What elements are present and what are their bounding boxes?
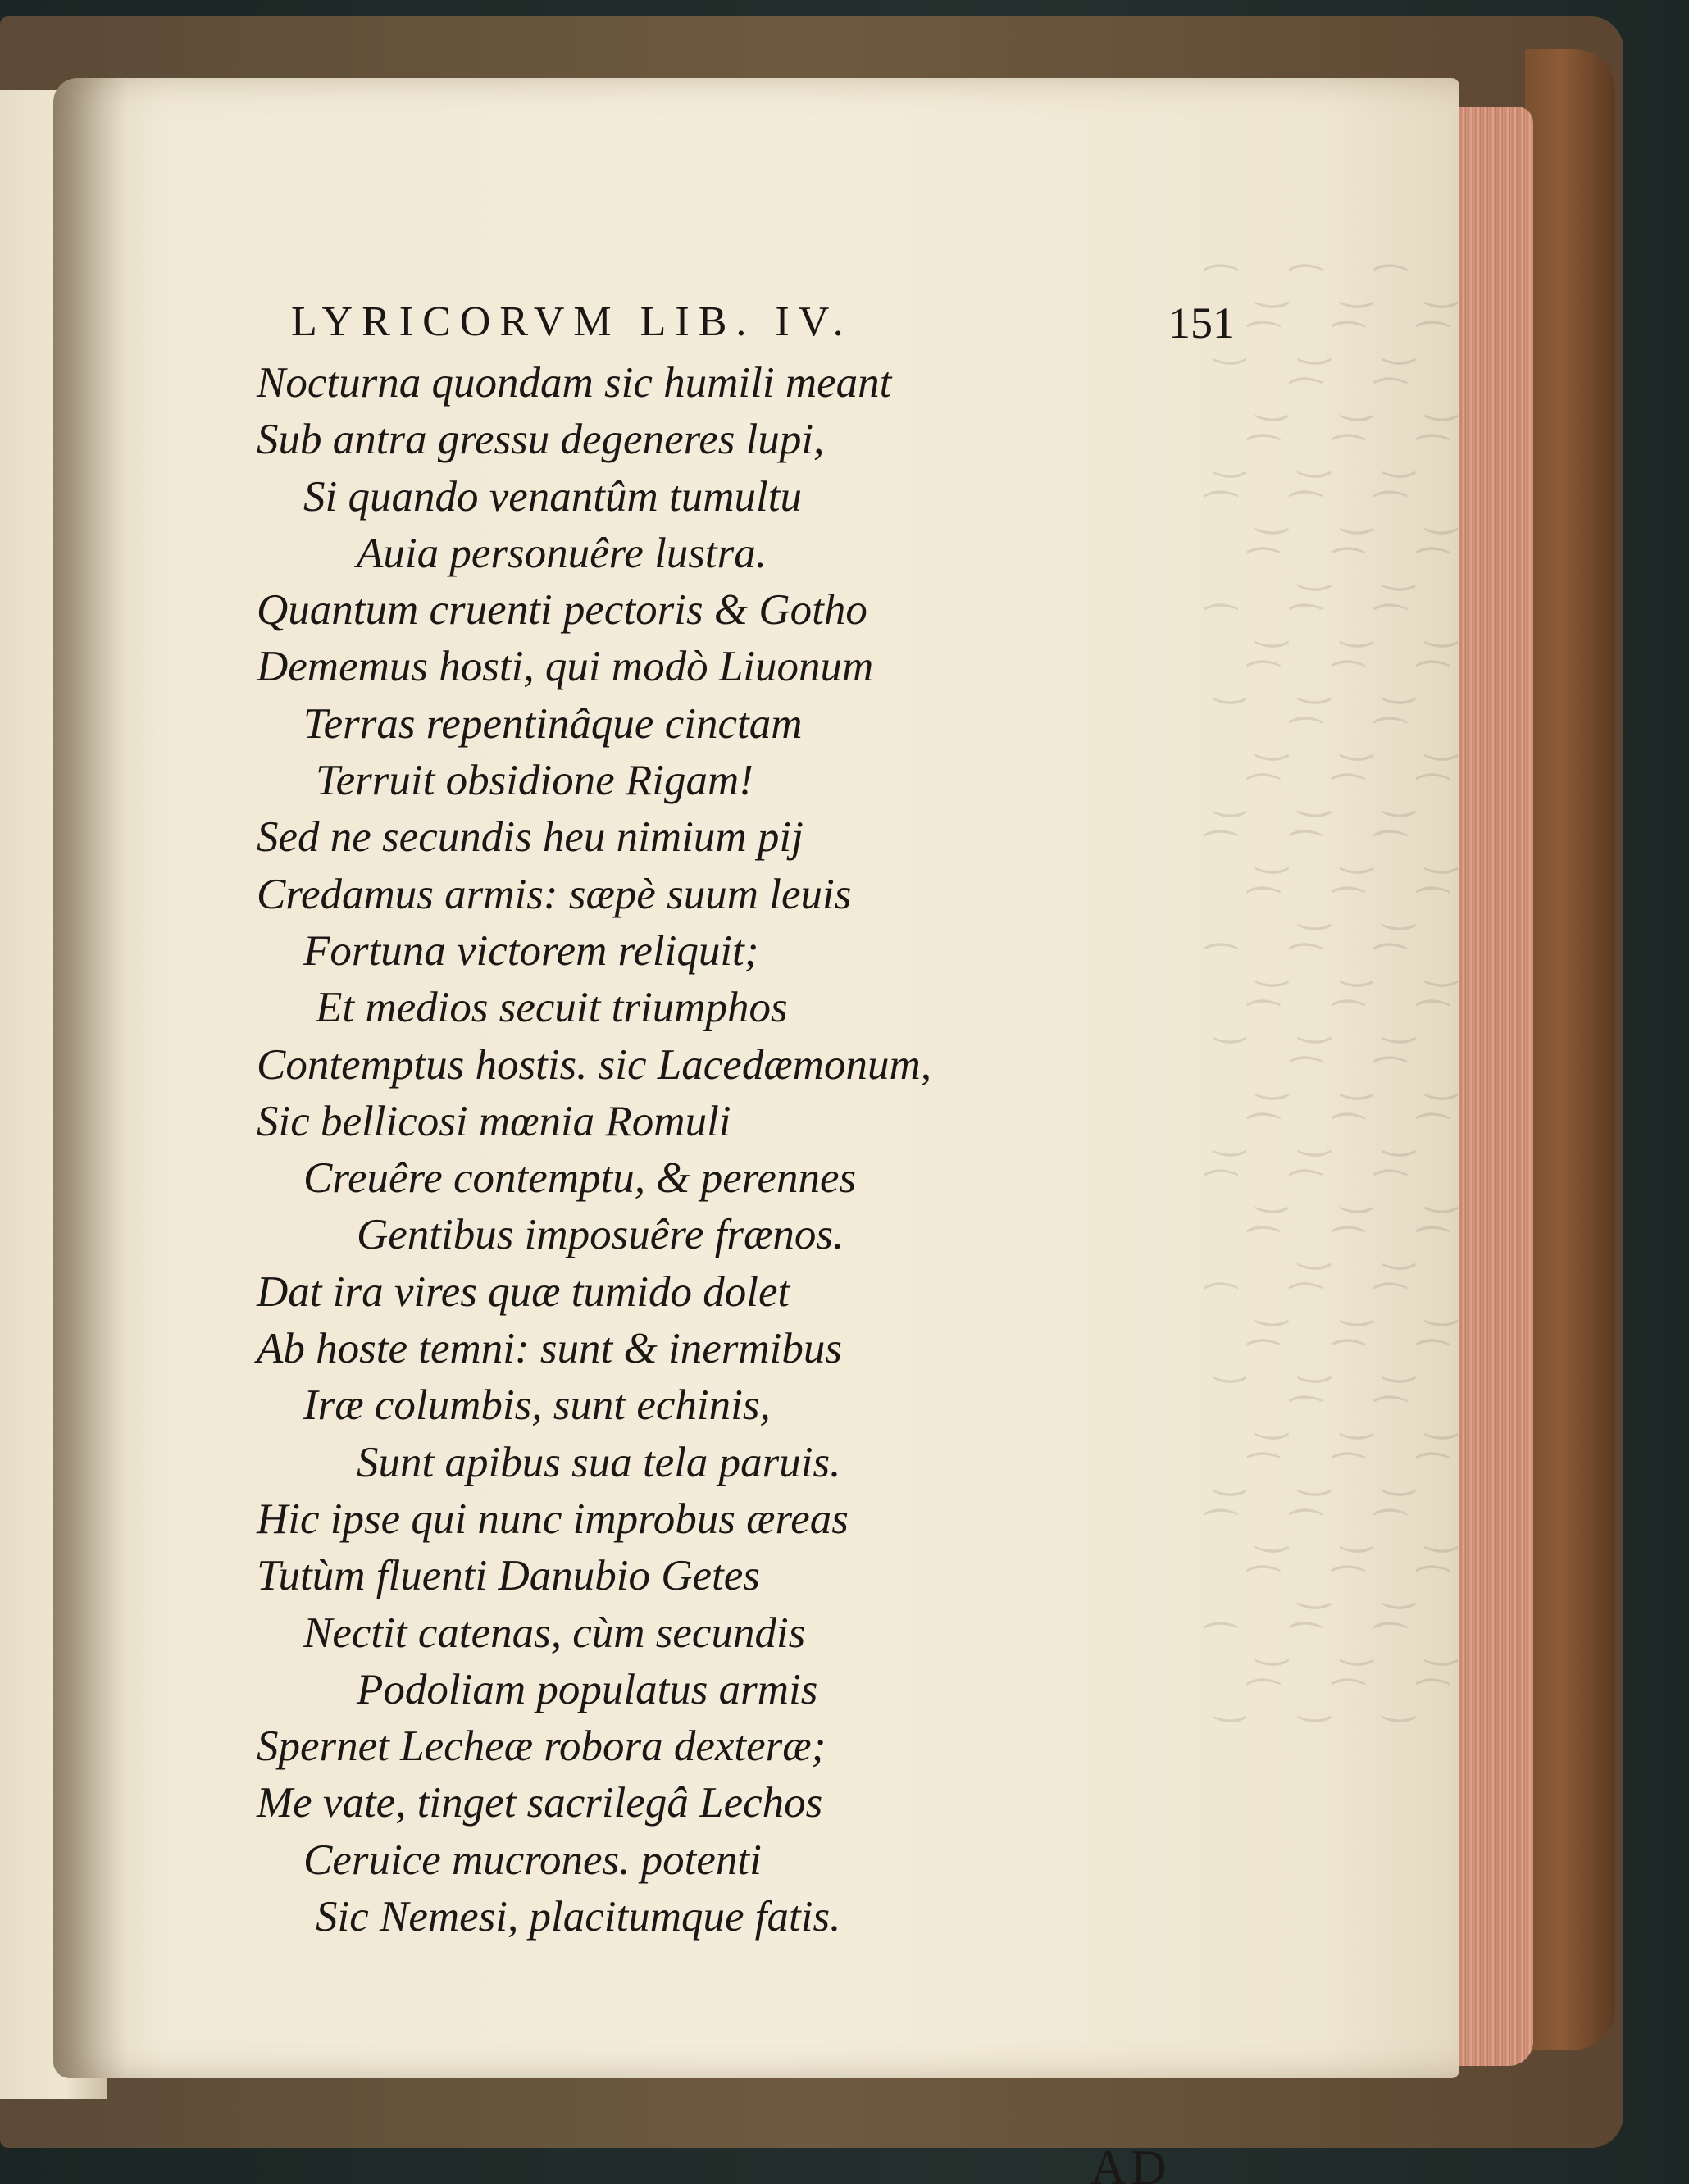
verse-line: Sed ne secundis heu nimium pij xyxy=(257,813,804,862)
verse-line: Ceruice mucrones. potenti xyxy=(303,1836,762,1884)
verse-line: Contemptus hostis. sic Lacedæmonum, xyxy=(257,1040,931,1089)
verse-line: Gentibus imposuêre frænos. xyxy=(357,1211,844,1259)
book-page xyxy=(53,78,1459,2184)
poem-text xyxy=(53,355,1037,1945)
verse-line: Et medios secuit triumphos xyxy=(316,984,788,1032)
verse-line: Terruit obsidione Rigam! xyxy=(316,757,753,805)
verse-line: Sunt apibus sua tela paruis. xyxy=(357,1438,841,1486)
verse-line: Me vate, tinget sacrilegâ Lechos xyxy=(257,1779,823,1827)
verse-line: Si quando venantûm tumultu xyxy=(303,472,802,521)
catchword: AD xyxy=(1090,2141,1172,2184)
verse-line: Spernet Lecheæ robora dexteræ; xyxy=(257,1722,826,1771)
verse-line: Creuêre contemptu, & perennes xyxy=(303,1154,857,1203)
page-number: 151 xyxy=(1168,298,1235,348)
verse-line: Quantum cruenti pectoris & Gotho xyxy=(257,586,867,635)
verse-line: Sic bellicosi mœnia Romuli xyxy=(257,1097,731,1145)
verse-line: Sic Nemesi, placitumque fatis. xyxy=(316,1893,841,1941)
verse-line: Nocturna quondam sic humili meant xyxy=(257,359,892,407)
bleed-through-texture: ‿ ⁀ ‿ ⁀ ‿ ⁀ ⁀ ‿ ⁀ ‿ ⁀ ‿ ‿ ⁀ ‿ ⁀ ‿ ⁀ ‿ ⁀ ‿ ⁀ ‿ ‿ ⁀ ‿ ⁀ ‿ ⁀ ⁀ ‿ ⁀ ‿ ⁀ ‿ ⁀ ‿ ⁀ ‿ ⁀ ⁀ ‿ ⁀ ‿ ⁀ ‿ ‿ ⁀ ‿ ⁀ ‿ ⁀ ‿ ⁀ ‿ ⁀ ‿ ‿ ⁀ ‿ ⁀ ‿ ⁀ ⁀ ‿ ⁀ ‿ ⁀ ‿ ⁀ ‿ ⁀ ‿ ⁀ ⁀ ‿ ⁀ ‿ ⁀ ‿ ‿ ⁀ ‿ ⁀ ‿ ⁀ ‿ ⁀ ‿ ⁀ ‿ ‿ ⁀ ‿ ⁀ ‿ ⁀ ⁀ ‿ ⁀ ‿ ⁀ ‿ ⁀ ‿ ⁀ ‿ ⁀ ⁀ ‿ ⁀ ‿ ⁀ ‿ ‿ ⁀ ‿ ⁀ ‿ ⁀ ‿ ⁀ ‿ ⁀ ‿ ‿ ⁀ ‿ ⁀ ‿ ⁀ ⁀ ‿ ⁀ ‿ ⁀ ‿ ⁀ ‿ ⁀ ‿ ⁀ ⁀ ‿ ⁀ ‿ ⁀ ‿ xyxy=(1213,264,1455,1722)
verse-line: Ab hoste temni: sunt & inermibus xyxy=(257,1325,842,1373)
verse-line: Credamus armis: sæpè suum leuis xyxy=(257,870,852,918)
verse-line: Tutùm fluenti Danubio Getes xyxy=(257,1552,760,1600)
book-spine-edge xyxy=(1525,49,1615,2050)
page-block-edges xyxy=(1451,107,1533,2066)
verse-line: Dat ira vires quæ tumido dolet xyxy=(257,1267,790,1316)
verse-line: Nectit catenas, cùm secundis xyxy=(303,1608,806,1657)
verse-line: Iræ columbis, sunt echinis, xyxy=(303,1381,771,1430)
verse-line: Sub antra gressu degeneres lupi, xyxy=(257,416,825,464)
verse-line: Terras repentinâque cinctam xyxy=(303,699,803,748)
verse-line: Podoliam populatus armis xyxy=(357,1665,818,1713)
verse-line: Fortuna victorem reliquit; xyxy=(303,926,759,975)
verse-line: Auia personuêre lustra. xyxy=(357,529,767,577)
running-head: LYRICORVM LIB. IV. xyxy=(291,298,853,345)
verse-line: Dememus hosti, qui modò Liuonum xyxy=(257,643,874,691)
verse-line: Hic ipse qui nunc improbus æreas xyxy=(257,1495,849,1543)
